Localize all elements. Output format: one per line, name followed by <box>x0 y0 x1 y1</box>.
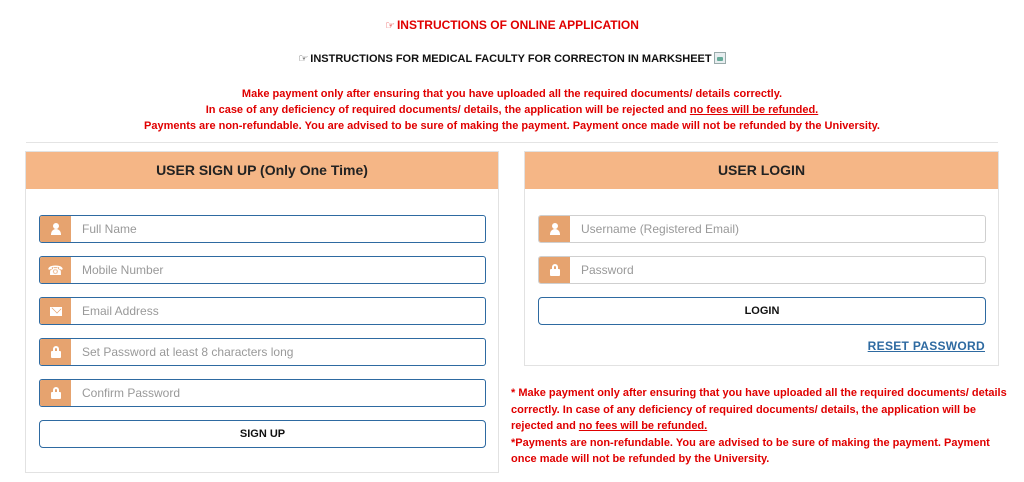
full-name-field[interactable] <box>39 215 486 243</box>
side-note-p1-text: * Make payment only after ensuring that you have uploaded all the required documents/ details correctly. In case of any deficiency of required documents/ details, the application will be rejected and <box>511 387 1007 432</box>
payment-side-note <box>511 385 1011 468</box>
mobile-number-input[interactable] <box>71 257 485 283</box>
mobile-number-field[interactable] <box>39 256 486 284</box>
phone-icon: ☎ <box>47 262 64 278</box>
notice-line-2 <box>0 102 1024 118</box>
sign-up-button[interactable]: SIGN UP <box>39 420 486 448</box>
user-icon <box>549 223 561 235</box>
divider <box>26 142 998 143</box>
confirm-password-input[interactable] <box>71 380 485 406</box>
confirm-password-field[interactable] <box>39 379 486 407</box>
username-addon <box>539 216 570 242</box>
side-note-p1-underlined: no fees will be refunded. <box>578 420 708 432</box>
lock-icon <box>51 387 61 399</box>
login-button[interactable]: LOGIN <box>538 297 986 325</box>
side-note-paragraph-2: *Payments are non-refundable. You are advised to be sure of making the payment. Payment once made will not be refunded by the University. <box>511 436 990 465</box>
set-password-addon <box>40 339 71 365</box>
mobile-number-addon <box>40 257 71 283</box>
notice-line-3: Payments are non-refundable. You are advised to be sure of making the payment. Payment once made will not be refunded by the University. <box>144 120 880 132</box>
set-password-input[interactable] <box>71 339 485 365</box>
set-password-field[interactable] <box>39 338 486 366</box>
email-address-field[interactable] <box>39 297 486 325</box>
signup-title: USER SIGN UP (Only One Time) <box>26 152 498 189</box>
medical-faculty-instructions-label: INSTRUCTIONS FOR MEDICAL FACULTY FOR CORRECTON IN MARKSHEET <box>310 53 712 65</box>
lock-icon <box>550 264 560 276</box>
full-name-addon <box>40 216 71 242</box>
notice-line-2-underlined: no fees will be refunded. <box>689 104 819 116</box>
email-address-input[interactable] <box>71 298 485 324</box>
broken-image-icon <box>714 52 726 64</box>
pointing-hand-icon: ☞ <box>385 20 395 32</box>
login-title: USER LOGIN <box>525 152 998 189</box>
mail-icon <box>50 307 62 316</box>
login-password-addon <box>539 257 570 283</box>
notice-line-1: Make payment only after ensuring that you have uploaded all the required documents/ details correctly. <box>241 88 783 100</box>
username-field[interactable] <box>538 215 986 243</box>
lock-icon <box>51 346 61 358</box>
email-address-addon <box>40 298 71 324</box>
user-icon <box>50 223 62 235</box>
confirm-password-addon <box>40 380 71 406</box>
login-panel <box>524 151 999 366</box>
online-application-instructions-label: INSTRUCTIONS OF ONLINE APPLICATION <box>396 18 639 32</box>
login-password-field[interactable] <box>538 256 986 284</box>
username-input[interactable] <box>570 216 985 242</box>
signup-panel <box>25 151 499 473</box>
medical-faculty-instructions-link[interactable] <box>0 52 1024 65</box>
login-password-input[interactable] <box>570 257 985 283</box>
side-note-paragraph-1 <box>511 385 1011 435</box>
full-name-input[interactable] <box>71 216 485 242</box>
notice-line-2-text: In case of any deficiency of required documents/ details, the application will be rejected and <box>205 104 690 116</box>
reset-password-link[interactable]: RESET PASSWORD <box>867 339 985 353</box>
online-application-instructions-link[interactable] <box>0 18 1024 32</box>
payment-notice <box>0 86 1024 134</box>
pointing-hand-icon: ☞ <box>298 53 309 65</box>
